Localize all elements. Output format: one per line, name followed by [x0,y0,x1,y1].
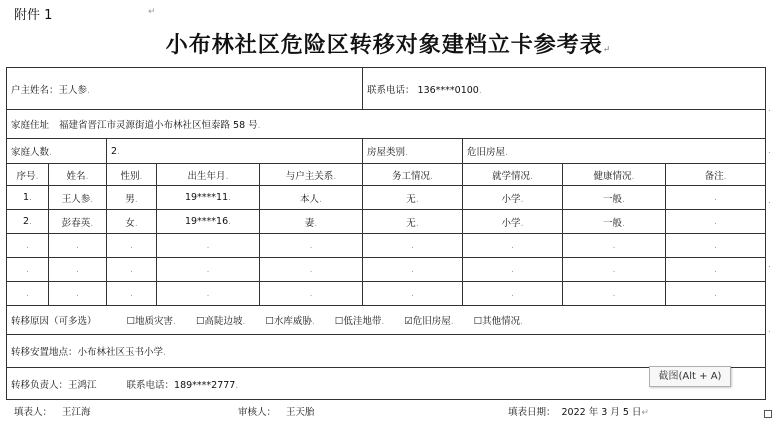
table-row [7,258,766,282]
paragraph-mark: ↵ [148,7,156,17]
cell-name: . [49,282,107,306]
address-value: 福建省晋江市灵源街道小布林社区恒泰路 58 号 [59,120,258,131]
transfer-reason-cell [7,306,766,335]
cell-relation: 妻. [260,210,363,234]
reason-option[interactable]: ☐水库威胁. [265,316,315,327]
contact-phone-cell: 联系电话： 136****0100. [363,68,766,110]
cell-gender: . [107,282,157,306]
table-row [7,210,766,234]
reason-option[interactable]: ☐低洼地带. [334,316,385,327]
registration-form [6,67,766,400]
footer-date: 填表日期： 2022 年 3 月 5 日↵ [508,407,649,418]
member-rows [7,186,766,306]
cell-birth: 19****11. [157,186,260,210]
col-header-remark: 备注. [666,164,766,186]
cell-index: . [7,258,49,282]
cell-remark: . [666,258,766,282]
checked-box-icon[interactable]: ☑ [404,316,413,327]
cell-index: 1. [7,186,49,210]
cell-gender: 男. [107,186,157,210]
cell-school: 小学. [463,210,563,234]
col-header-work: 务工情况. [363,164,463,186]
screenshot-tooltip: 截图(Alt + A) [649,366,731,387]
cell-school: . [463,282,563,306]
footer-filler: 填表人： 王江海 [14,407,91,418]
cell-remark: . [666,282,766,306]
cell-school: 小学. [463,186,563,210]
transfer-lead-value: 王鸿江 [68,379,97,391]
row-end-mark: . [768,260,771,270]
cell-remark: . [666,210,766,234]
cell-health: . [563,282,666,306]
relocation-value: 小布林社区玉书小学 [77,347,164,358]
page-title: 小布林社区危险区转移对象建档立卡参考表↵ [165,32,612,58]
cell-name: 王人参. [49,186,107,210]
household-head-cell: 户主姓名：王人参. [7,68,363,110]
cell-gender: 女. [107,210,157,234]
checkbox-icon[interactable]: ☐ [334,316,344,327]
table-row [7,282,766,306]
cell-name: . [49,258,107,282]
transfer-lead-cell: 转移负责人：王鸿江 联系电话：189****2777. [7,368,766,400]
cell-name: 彭春英. [49,210,107,234]
col-header-health: 健康情况. [563,164,666,186]
cell-work: 无. [363,186,463,210]
cell-birth: . [157,234,260,258]
cell-birth: 19****16. [157,210,260,234]
cell-work: 无. [363,210,463,234]
cell-index: . [7,282,49,306]
housing-type-label: 房屋类别. [363,139,463,164]
cell-remark: . [666,234,766,258]
reason-option[interactable]: ☐地质灾害. [126,316,176,327]
row-end-mark: . [768,104,771,114]
cell-relation: . [260,282,363,306]
cell-gender: . [107,234,157,258]
cell-work: . [363,234,463,258]
table-row [7,186,766,210]
cell-remark: . [666,186,766,210]
cell-index: . [7,234,49,258]
table-end-marker [764,410,772,418]
col-header-school: 就学情况. [463,164,563,186]
cell-school: . [463,234,563,258]
cell-birth: . [157,282,260,306]
col-header-gender: 性别. [107,164,157,186]
checkbox-icon[interactable]: ☐ [126,316,136,327]
cell-health: . [563,258,666,282]
row-end-mark: . [768,146,771,156]
cell-gender: . [107,258,157,282]
cell-health: 一般. [563,210,666,234]
household-size-value: 2. [107,139,363,164]
checkbox-icon[interactable]: ☐ [473,316,483,327]
cell-name: . [49,234,107,258]
col-header-relation: 与户主关系. [260,164,363,186]
col-header-name: 姓名. [49,164,107,186]
dilapidated-housing-label: 危旧房屋. [463,139,766,164]
relocation-cell: 转移安置地点：小布林社区玉书小学. [7,335,766,368]
col-header-index: 序号. [7,164,49,186]
cell-school: . [463,258,563,282]
cell-health: 一般. [563,186,666,210]
cell-relation: . [260,258,363,282]
reason-option[interactable]: ☑危旧房屋. [404,316,454,327]
attachment-label: 附件 1 [14,8,53,23]
checkbox-icon[interactable]: ☐ [265,316,274,327]
cell-work: . [363,258,463,282]
row-end-mark: . [768,325,771,335]
household-size-label: 家庭人数. [7,139,107,164]
cell-index: 2. [7,210,49,234]
cell-relation: 本人. [260,186,363,210]
cell-relation: . [260,234,363,258]
footer-reviewer: 审核人： 王天胎 [238,407,315,418]
cell-health: . [563,234,666,258]
contact-phone-value: 136****0100 [417,84,479,96]
transfer-reason-label: 转移原因（可多选） [11,316,97,327]
transfer-lead-phone: 189****2777 [174,379,236,391]
reason-option[interactable]: ☐高陡边坡. [195,316,246,327]
col-header-birth: 出生年月. [157,164,260,186]
member-table-header [7,164,766,186]
row-end-mark: . [768,196,771,206]
reason-option[interactable]: ☐其他情况. [473,316,524,327]
cell-birth: . [157,258,260,282]
household-head-value: 王人参 [58,84,88,96]
address-cell: 家庭住址 福建省晋江市灵源街道小布林社区恒泰路 58 号. [7,110,766,139]
table-row [7,234,766,258]
checkbox-icon[interactable]: ☐ [195,316,205,327]
cell-work: . [363,282,463,306]
